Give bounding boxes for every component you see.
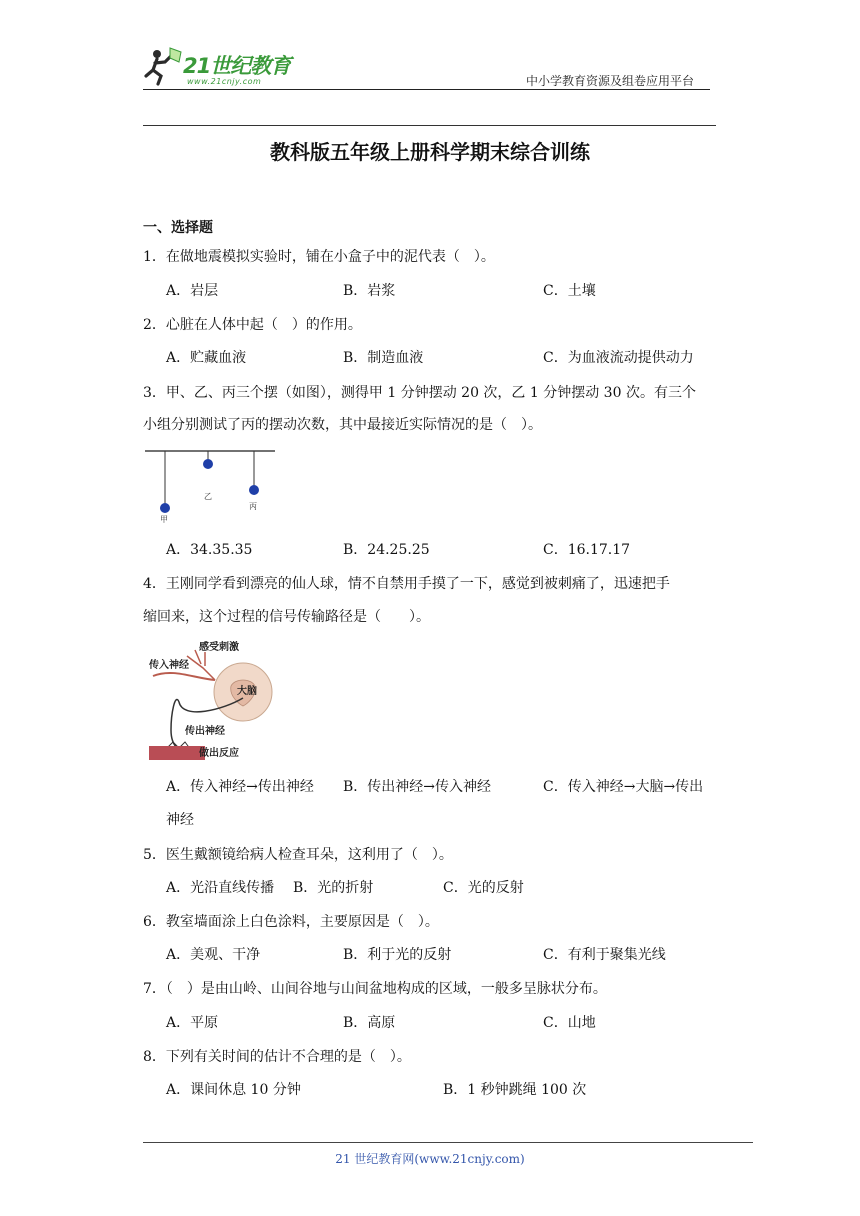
logo-url: www.21cnjy.com [187,77,262,86]
question-6-option-b[interactable]: B．利于光的反射 [343,947,452,963]
hand-region [149,746,205,760]
question-2-option-a[interactable]: A．贮藏血液 [166,350,247,366]
footer-text[interactable]: 21 世纪教育网(www.21cnjy.com) [335,1152,525,1166]
question-8-stem: 8．下列有关时间的估计不合理的是（ ）。 [143,1049,411,1065]
header-tagline: 中小学教育资源及组卷应用平台 [526,74,695,88]
question-5-option-c[interactable]: C．光的反射 [443,880,524,896]
reflex-arc-figure [143,638,283,766]
runner-logo-icon [143,46,183,86]
pendulum-label-yi: 乙 [204,492,212,501]
label-brain: 大脑 [237,686,257,697]
pendulum-bob-bing [249,485,259,495]
question-8-option-a[interactable]: A．课间休息 10 分钟 [166,1082,301,1098]
page-title: 教科版五年级上册科学期末综合训练 [270,140,590,164]
question-6-option-c[interactable]: C．有利于聚集光线 [543,947,666,963]
pendulum-label-bing: 丙 [249,502,257,511]
question-5-option-b[interactable]: B．光的折射 [293,880,374,896]
footer-rule [143,1142,753,1143]
question-7-option-b[interactable]: B．高原 [343,1015,396,1031]
question-3-option-a[interactable]: A．34.35.35 [166,542,253,558]
question-1-option-c[interactable]: C．土壤 [543,283,596,299]
question-1-stem: 1．在做地震模拟实验时，铺在小盒子中的泥代表（ ）。 [143,249,495,265]
question-5-stem: 5．医生戴额镜给病人检查耳朵，这利用了（ ）。 [143,847,453,863]
question-1-option-a[interactable]: A．岩层 [166,283,219,299]
question-1-option-b[interactable]: B．岩浆 [343,283,396,299]
label-afferent-nerve: 传入神经 [149,660,189,671]
pendulum-bob-jia [160,503,170,513]
question-3-option-c[interactable]: C．16.17.17 [543,542,631,558]
pendulum-bob-yi [203,459,213,469]
title-top-rule [143,125,716,126]
question-4-option-a[interactable]: A．传入神经→传出神经 [166,779,314,795]
section-heading: 一、选择题 [143,220,213,236]
question-7-stem: 7．（ ）是由山岭、山间谷地与山间盆地构成的区域，一般多呈脉状分布。 [143,981,607,997]
question-7-option-a[interactable]: A．平原 [166,1015,219,1031]
header-rule [143,89,710,90]
question-4-option-c-wrap: 神经 [166,812,194,828]
label-response: 做出反应 [199,748,239,759]
logo-wordmark: 21世纪教育 [183,54,291,78]
question-4-stem-line2: 缩回来，这个过程的信号传输路径是（ ）。 [143,609,430,625]
question-2-stem: 2．心脏在人体中起（ ）的作用。 [143,317,362,333]
question-6-stem: 6．教室墙面涂上白色涂料，主要原因是（ ）。 [143,914,439,930]
label-efferent-nerve: 传出神经 [185,726,225,737]
question-4-stem-line1: 4．王刚同学看到漂亮的仙人球，情不自禁用手摸了一下，感觉到被刺痛了，迅速把手 [143,576,670,592]
pendulum-label-jia: 甲 [160,515,168,524]
question-4-option-b[interactable]: B．传出神经→传入神经 [343,779,492,795]
site-logo [143,44,313,90]
question-4-option-c[interactable]: C．传入神经→大脑→传出 [543,779,704,795]
question-8-option-b[interactable]: B．1 秒钟跳绳 100 次 [443,1082,587,1098]
question-2-option-c[interactable]: C．为血液流动提供动力 [543,350,694,366]
question-3-option-b[interactable]: B．24.25.25 [343,542,430,558]
label-stimulus: 感受刺激 [199,642,239,653]
pendulum-figure [143,448,275,524]
question-3-stem-line1: 3．甲、乙、丙三个摆（如图），测得甲 1 分钟摆动 20 次，乙 1 分钟摆动 30 次。有三个 [143,385,696,401]
question-5-option-a[interactable]: A．光沿直线传播 [166,880,275,896]
question-3-stem-line2: 小组分别测试了丙的摆动次数，其中最接近实际情况的是（ ）。 [143,417,542,433]
question-2-option-b[interactable]: B．制造血液 [343,350,424,366]
question-7-option-c[interactable]: C．山地 [543,1015,596,1031]
question-6-option-a[interactable]: A．美观、干净 [166,947,261,963]
